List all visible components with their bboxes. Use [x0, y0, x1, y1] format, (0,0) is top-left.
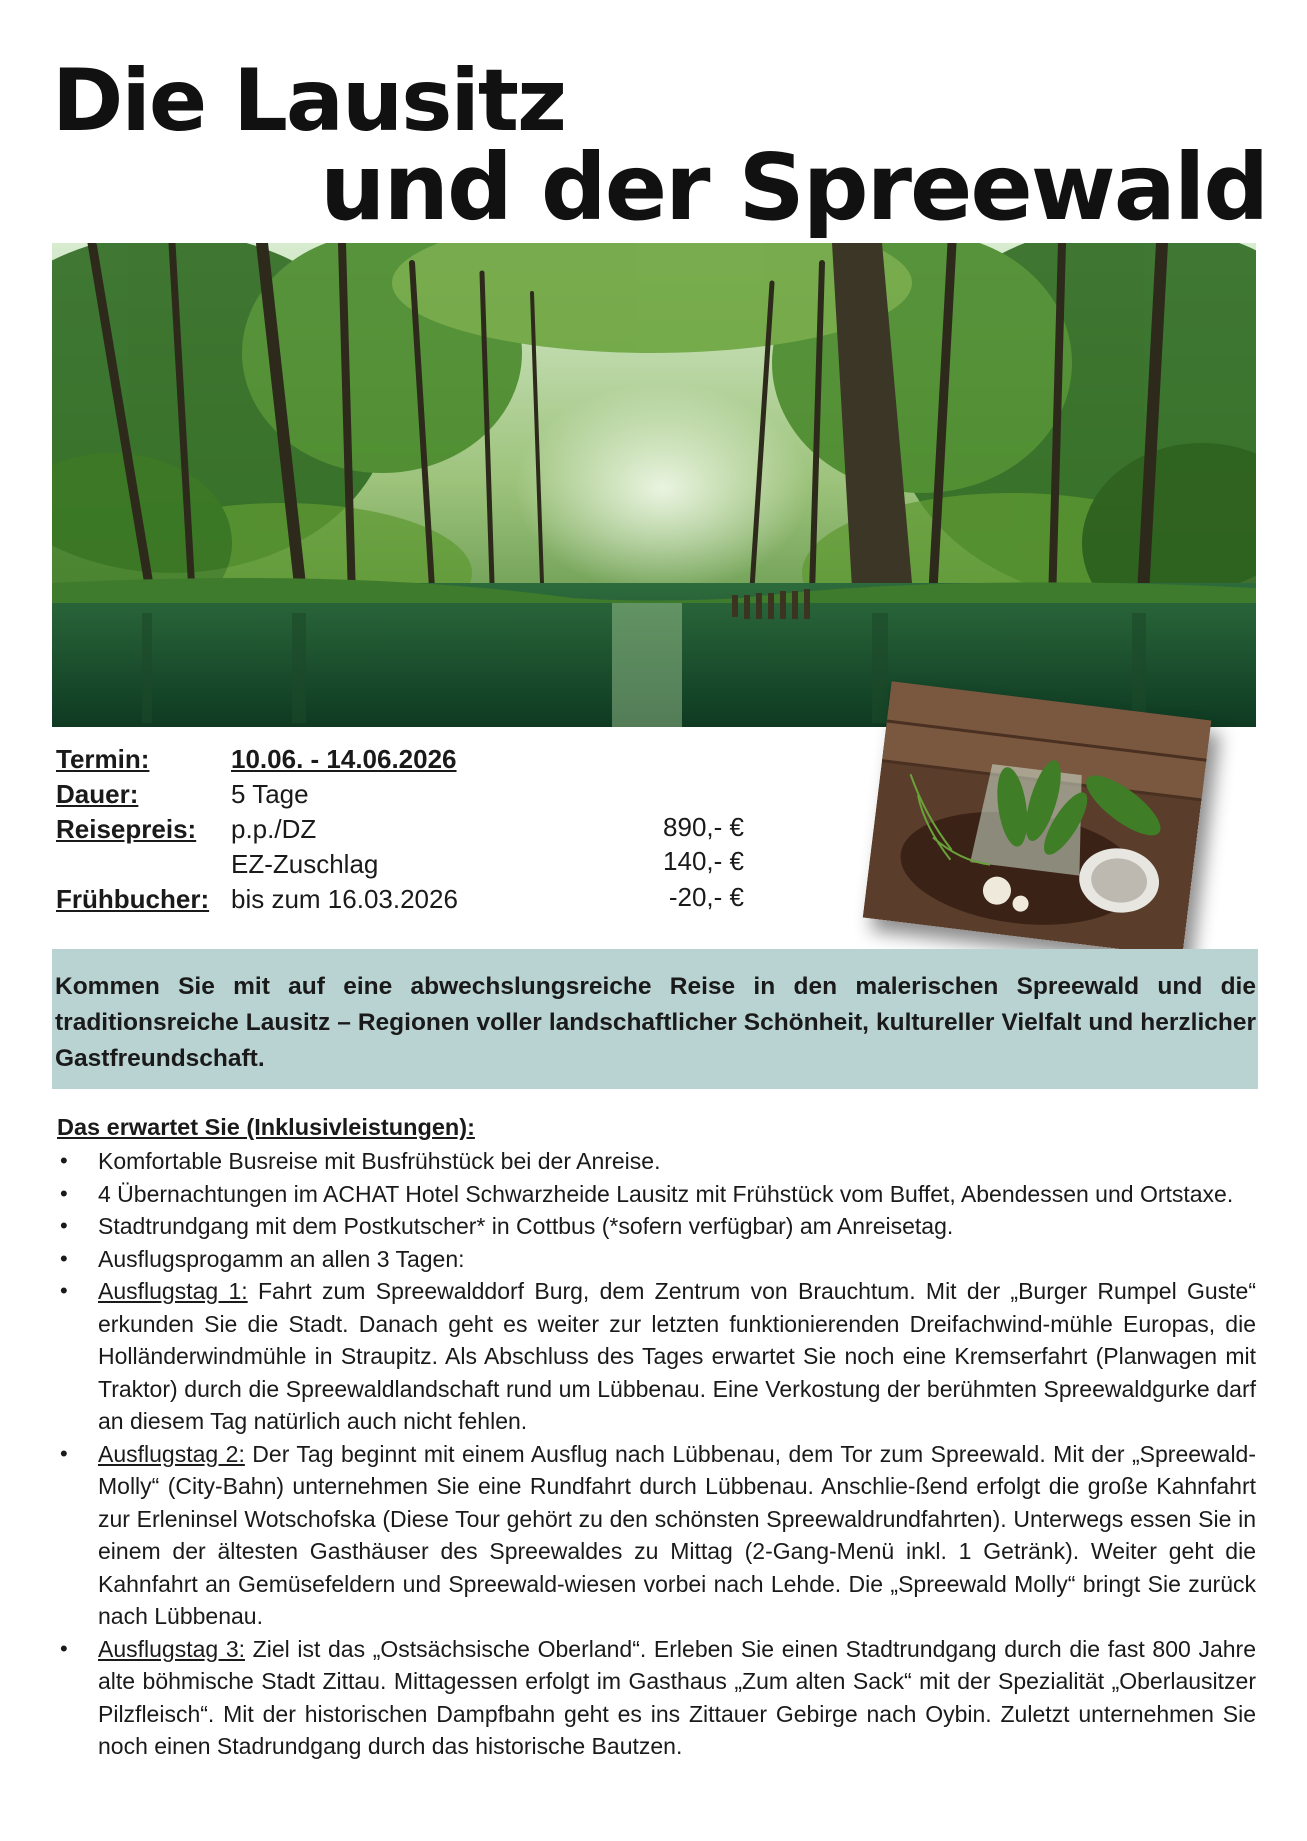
list-item: • Stadtrundgang mit dem Postkutscher* in Cottbus (*sofern verfügbar) am Anreisetag. — [58, 1210, 1256, 1243]
spreewald-forest-river-photo — [52, 243, 1256, 727]
bullet-icon: • — [60, 1440, 68, 1466]
pickles-photo — [863, 681, 1212, 956]
termin-label: Termin: — [56, 744, 150, 774]
title-line-2: und der Spreewald — [320, 134, 1268, 241]
list-item: • Ausflugstag 3: Ziel ist das „Ostsächsische Oberland“. Erleben Sie einen Stadtrundgang durch die fast 800 Jahre alte böhmische Stadt Zittau. Mittagessen erfolgt im Gasthaus „Zum alten Sack“ mit der Spezialität „Oberlausitzer Pilzfleisch“. Mit der historischen Dampfbahn geht es ins Zittauer Gebirge nach Oybin. Zuletzt unternehmen Sie noch einen Stadrundgang durch das historische Bautzen. — [58, 1633, 1256, 1763]
list-item: • Ausflugsprogamm an allen 3 Tagen: — [58, 1243, 1256, 1276]
day-label: Ausflugstag 3: — [98, 1635, 246, 1662]
dauer-value: 5 Tage — [231, 779, 309, 809]
hero-photo — [52, 243, 1256, 727]
inclusions-heading: Das erwartet Sie (Inklusivleistungen): — [57, 1114, 475, 1140]
preis-dz-amount: 890,- € — [663, 812, 744, 842]
fruh-label: Frühbucher: — [56, 884, 210, 914]
list-item: • Komfortable Busreise mit Busfrühstück bei der Anreise. — [58, 1145, 1256, 1178]
preis-ez-amount: 140,- € — [663, 846, 744, 876]
fruh-value: bis zum 16.03.2026 — [231, 884, 458, 914]
bullet-icon: • — [60, 1278, 68, 1303]
inclusions-list — [58, 1145, 1256, 1763]
list-item: • Ausflugstag 2: Der Tag beginnt mit einem Ausflug nach Lübbenau, dem Tor zum Spreewald. Mit der „Spreewald-Molly“ (City-Bahn) unternehmen Sie eine Rundfahrt durch Lübbenau. Anschlie-ßend erfolgt die große Kahnfahrt zur Erleninsel Wotschofska (Diese Tour gehört zu den schönsten Spreewaldrundfahrten). Unterwegs essen Sie in einem der ältesten Gasthäuser des Spreewaldes zu Mittag (2-Gang-Menü inkl. 1 Getränk). Weiter geht die Kahnfahrt an Gemüsefeldern und Spreewald-wiesen vorbei nach Lehde. Die „Spreewald Molly“ bringt Sie zurück nach Lübbenau. — [58, 1438, 1256, 1633]
day-label: Ausflugstag 1: — [98, 1278, 248, 1304]
pickles-in-jar-photo — [863, 681, 1212, 956]
dauer-label: Dauer: — [56, 779, 139, 809]
preis-label: Reisepreis: — [56, 814, 197, 844]
bullet-icon: • — [60, 1213, 68, 1238]
list-item: • 4 Übernachtungen im ACHAT Hotel Schwarzheide Lausitz mit Frühstück vom Buffet, Abendessen und Ortstaxe. — [58, 1178, 1256, 1211]
termin-value: 10.06. - 14.06.2026 — [231, 744, 457, 774]
list-item: • Ausflugstag 1: Fahrt zum Spreewalddorf Burg, dem Zentrum von Brauchtum. Mit der „Burger Rumpel Guste“ erkunden Sie die Stadt. Danach geht es weiter zur letzten funktionierenden Dreifachwind-mühle Europas, die Holländerwindmühle in Straupitz. Als Abschluss des Tages erwartet Sie noch eine Kremserfahrt (Planwagen mit Traktor) durch die Spreewaldlandschaft rund um Lübbenau. Eine Verkostung der berühmten Spreewaldgurke darf an diesem Tag natürlich auch nicht fehlen. — [58, 1275, 1256, 1438]
title-line-1: Die Lausitz — [52, 51, 566, 151]
fruh-amount: -20,- € — [668, 882, 744, 912]
bullet-icon: • — [60, 1635, 68, 1661]
bullet-icon: • — [60, 1245, 68, 1271]
bullet-icon: • — [60, 1180, 68, 1206]
preis-dz: p.p./DZ — [231, 814, 317, 844]
day-label: Ausflugstag 2: — [98, 1440, 245, 1467]
intro-box: Kommen Sie mit auf eine abwechslungsreiche Reise in den malerischen Spreewald und die traditionsreiche Lausitz – Regionen voller landschaftlicher Schönheit, kultureller Vielfalt und herzlicher Gastfreundschaft. — [52, 949, 1258, 1089]
bullet-icon: • — [60, 1148, 68, 1173]
preis-ez: EZ-Zuschlag — [231, 849, 379, 879]
